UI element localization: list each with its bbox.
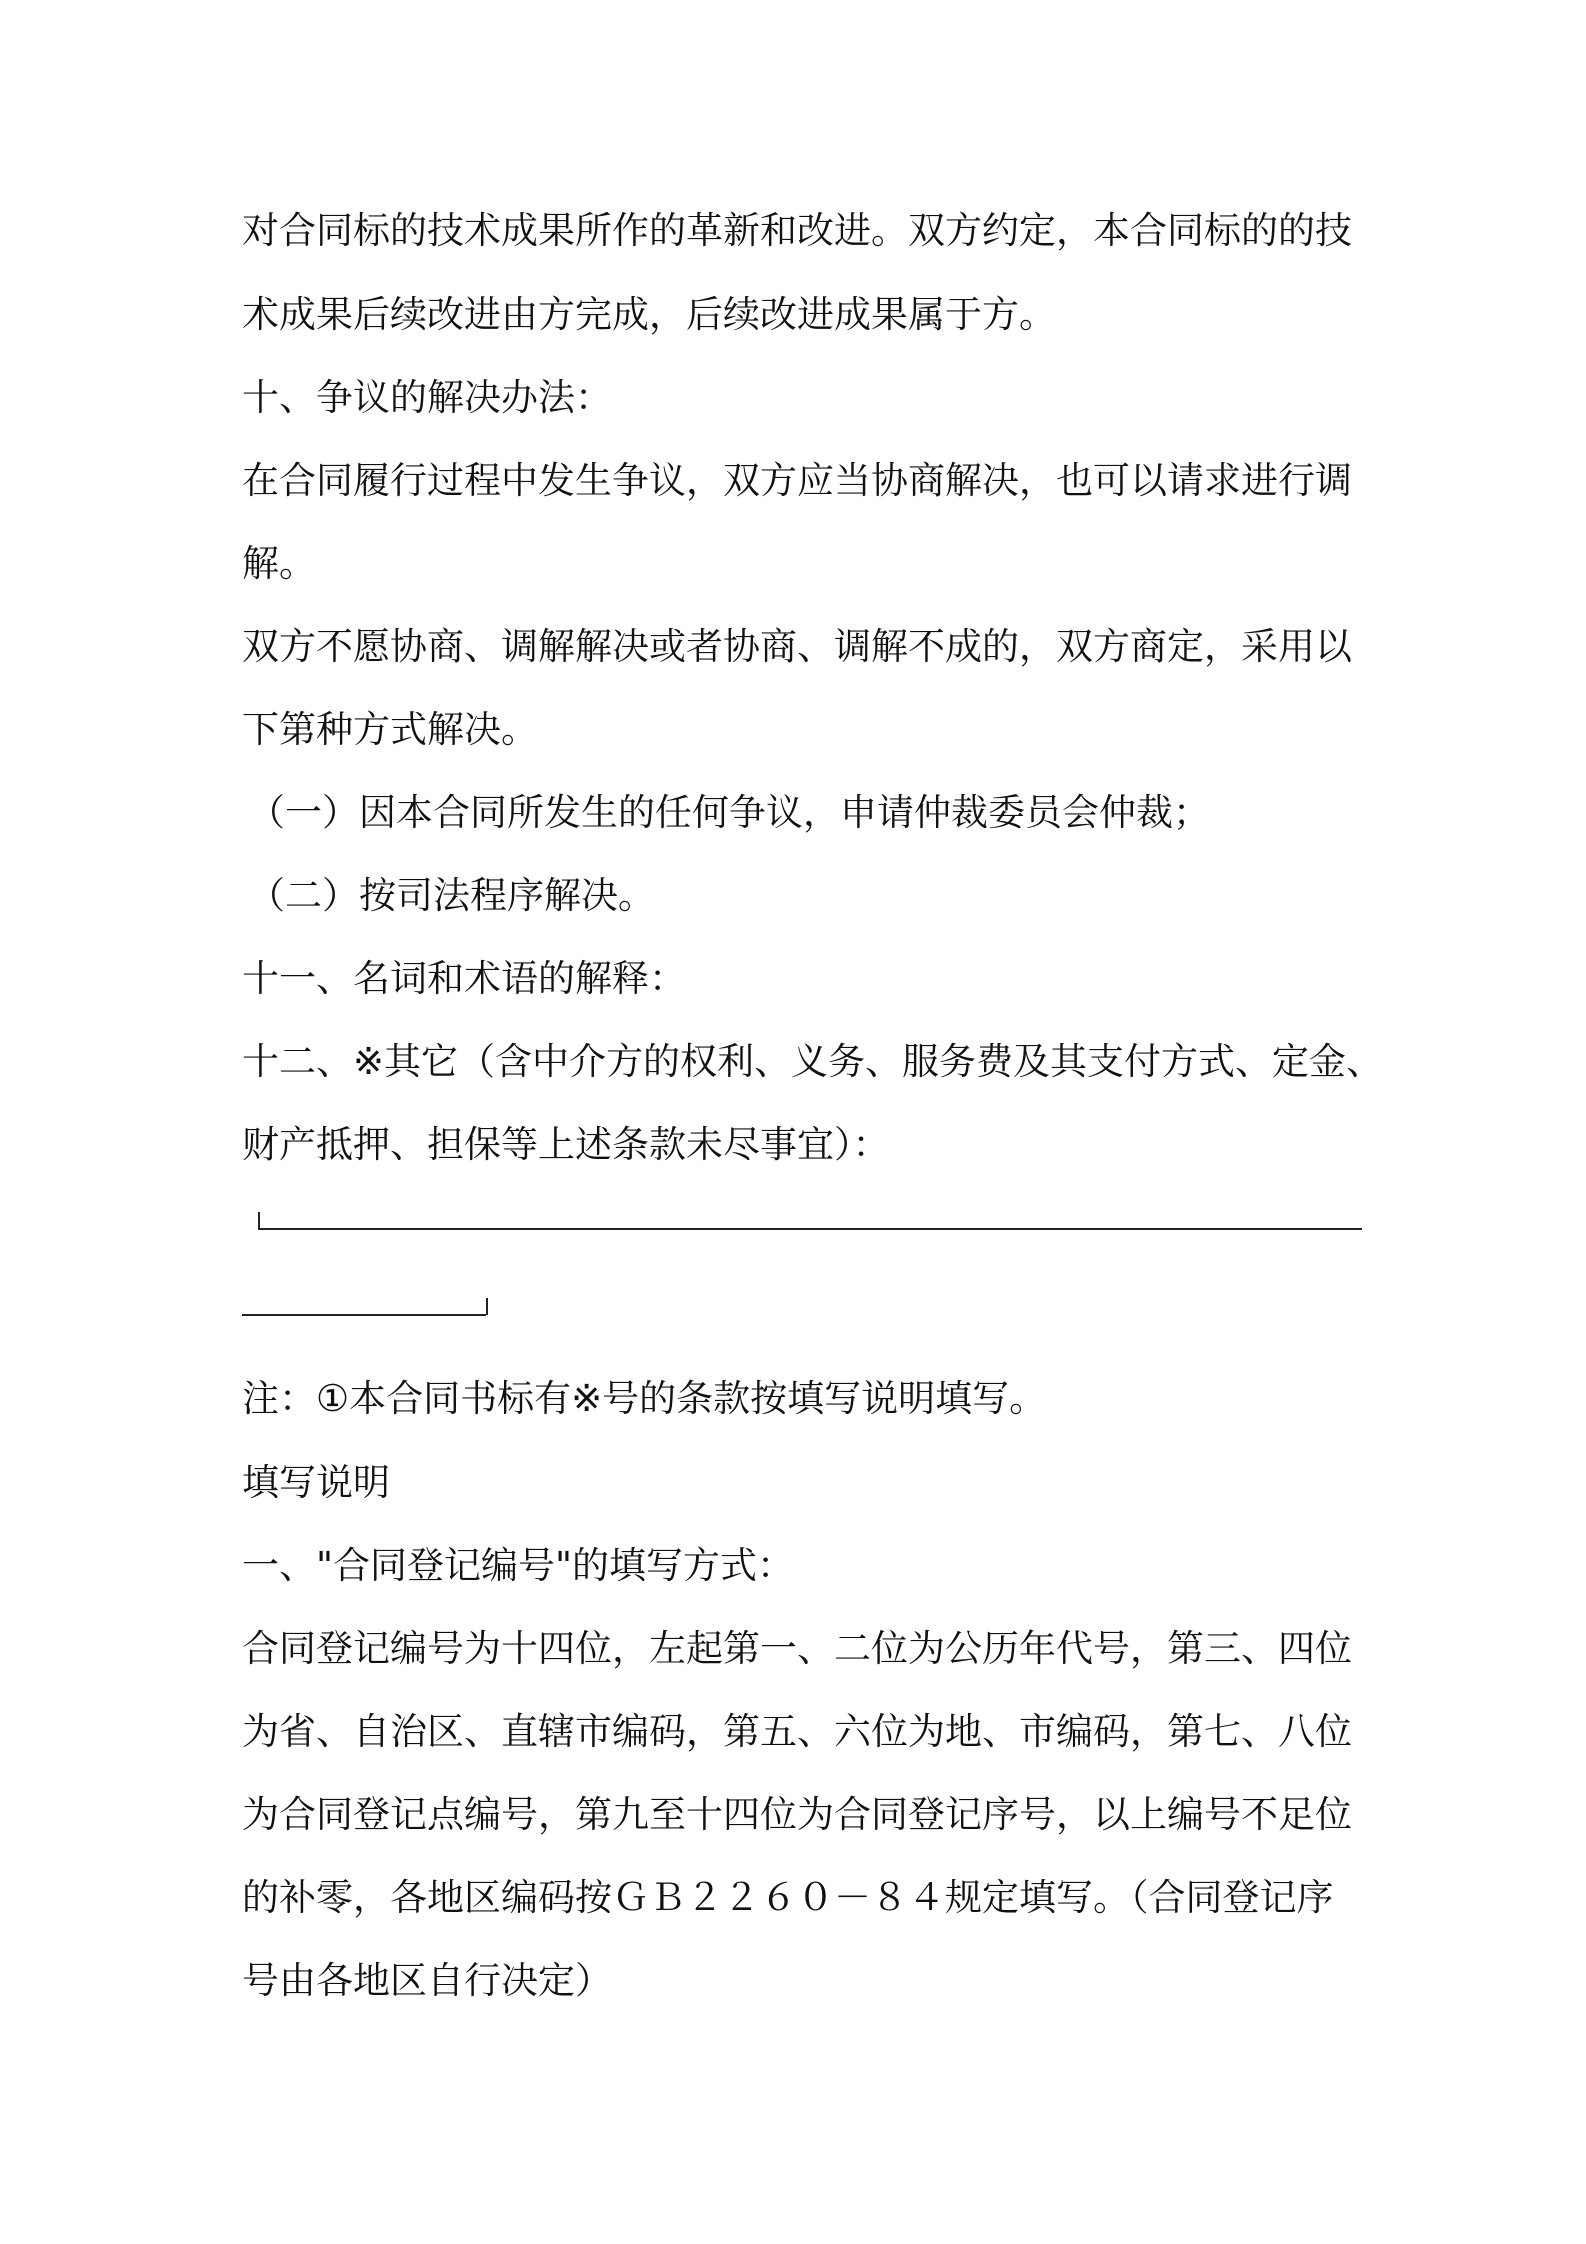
paragraph-line: 术成果后续改进由方完成，后续改进成果属于方。 (242, 293, 1056, 336)
paragraph-line: 双方不愿协商、调解解决或者协商、调解不成的，双方商定，采用以 (242, 625, 1352, 668)
instructions-heading-1: 一、"合同登记编号"的填写方式： (242, 1544, 795, 1587)
paragraph-line: 下第种方式解决。 (242, 708, 538, 751)
paragraph-line: 解。 (242, 542, 316, 585)
blank-bracket-right (486, 1298, 488, 1315)
fill-in-blank-line-end (242, 1314, 486, 1316)
paragraph-line: 为省、自治区、直辖市编码，第五、六位为地、市编码，第七、八位 (242, 1710, 1352, 1753)
section-heading-12: 十二、※其它（含中介方的权利、义务、服务费及其支付方式、定金、 (242, 1040, 1384, 1083)
paragraph-line: 为合同登记点编号，第九至十四位为合同登记序号，以上编号不足位 (242, 1793, 1352, 1836)
option-item-2: （二）按司法程序解决。 (248, 874, 655, 917)
paragraph-line: 财产抵押、担保等上述条款未尽事宜）： (242, 1123, 890, 1166)
blank-bracket-left (258, 1212, 260, 1228)
paragraph-line: 合同登记编号为十四位，左起第一、二位为公历年代号，第三、四位 (242, 1627, 1352, 1670)
paragraph-line: 对合同标的技术成果所作的革新和改进。双方约定，本合同标的的技 (242, 209, 1352, 252)
paragraph-line: 的补零，各地区编码按ＧＢ２２６０－８４规定填写。（合同登记序 (242, 1876, 1334, 1919)
instructions-title: 填写说明 (242, 1461, 390, 1504)
paragraph-line: 号由各地区自行决定） (242, 1959, 612, 2002)
option-item-1: （一）因本合同所发生的任何争议，申请仲裁委员会仲裁； (248, 791, 1210, 834)
fill-in-blank-line (258, 1228, 1362, 1230)
paragraph-line: 在合同履行过程中发生争议，双方应当协商解决，也可以请求进行调 (242, 459, 1352, 502)
section-heading-11: 十一、名词和术语的解释： (242, 957, 686, 1000)
section-heading-10: 十、争议的解决办法： (242, 376, 612, 419)
note-line: 注：①本合同书标有※号的条款按填写说明填写。 (242, 1377, 1047, 1420)
